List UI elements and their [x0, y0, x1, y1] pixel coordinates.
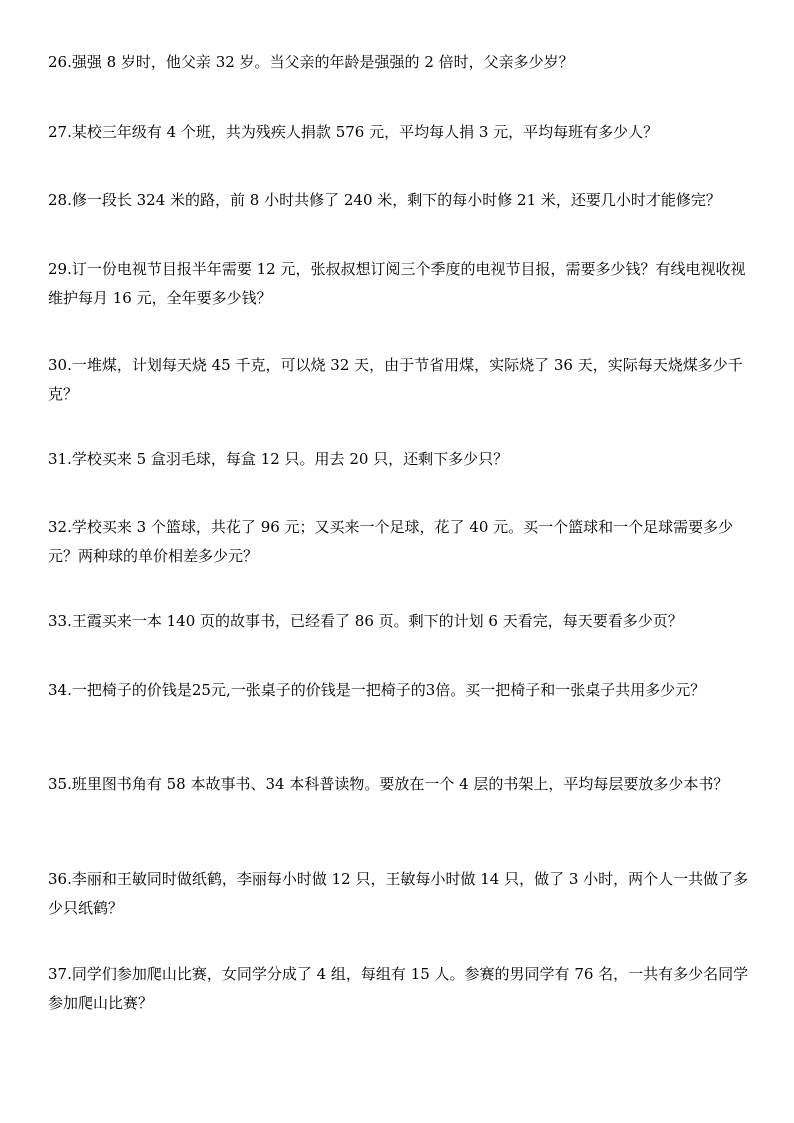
- question-36: 36.李丽和王敏同时做纸鹤，李丽每小时做 12 只，王敏每小时做 14 只，做了 3 小时，两个人一共做了多少只纸鹤？: [48, 870, 749, 917]
- question-29: 29.订一份电视节目报半年需要 12 元，张叔叔想订阅三个季度的电视节目报，需要多少钱？有线电视收视维护每月 16 元，全年要多少钱？: [48, 260, 746, 307]
- question-28: 28.修一段长 324 米的路，前 8 小时共修了 240 米，剩下的每小时修 21 米，还要几小时才能修完？: [48, 191, 721, 209]
- question-37: 37.同学们参加爬山比赛，女同学分成了 4 组，每组有 15 人。参赛的男同学有 76 名，一共有多少名同学参加爬山比赛？: [48, 965, 749, 1012]
- question-26: 26.强强 8 岁时，他父亲 32 岁。当父亲的年龄是强强的 2 倍时，父亲多少岁？: [48, 53, 574, 71]
- question-32: 32.学校买来 3 个篮球，共花了 96 元；又买来一个足球，花了 40 元。买一个篮球和一个足球需要多少元？两种球的单价相差多少元？: [48, 518, 734, 565]
- question-34: 34.一把椅子的价钱是25元,一张桌子的价钱是一把椅子的3倍。买一把椅子和一张桌子共用多少元？: [48, 681, 706, 699]
- question-35: 35.班里图书角有 58 本故事书、34 本科普读物。要放在一个 4 层的书架上，平均每层要放多少本书？: [48, 775, 729, 793]
- question-31: 31.学校买来 5 盒羽毛球，每盒 12 只。用去 20 只，还剩下多少只？: [48, 450, 509, 468]
- question-27: 27.某校三年级有 4 个班，共为残疾人捐款 576 元，平均每人捐 3 元，平均每班有多少人？: [48, 123, 659, 141]
- question-30: 30.一堆煤，计划每天烧 45 千克，可以烧 32 天，由于节省用煤，实际烧了 36 天，实际每天烧煤多少千克？: [48, 356, 743, 403]
- question-33: 33.王霞买来一本 140 页的故事书，已经看了 86 页。剩下的计划 6 天看完，每天要看多少页？: [48, 612, 683, 630]
